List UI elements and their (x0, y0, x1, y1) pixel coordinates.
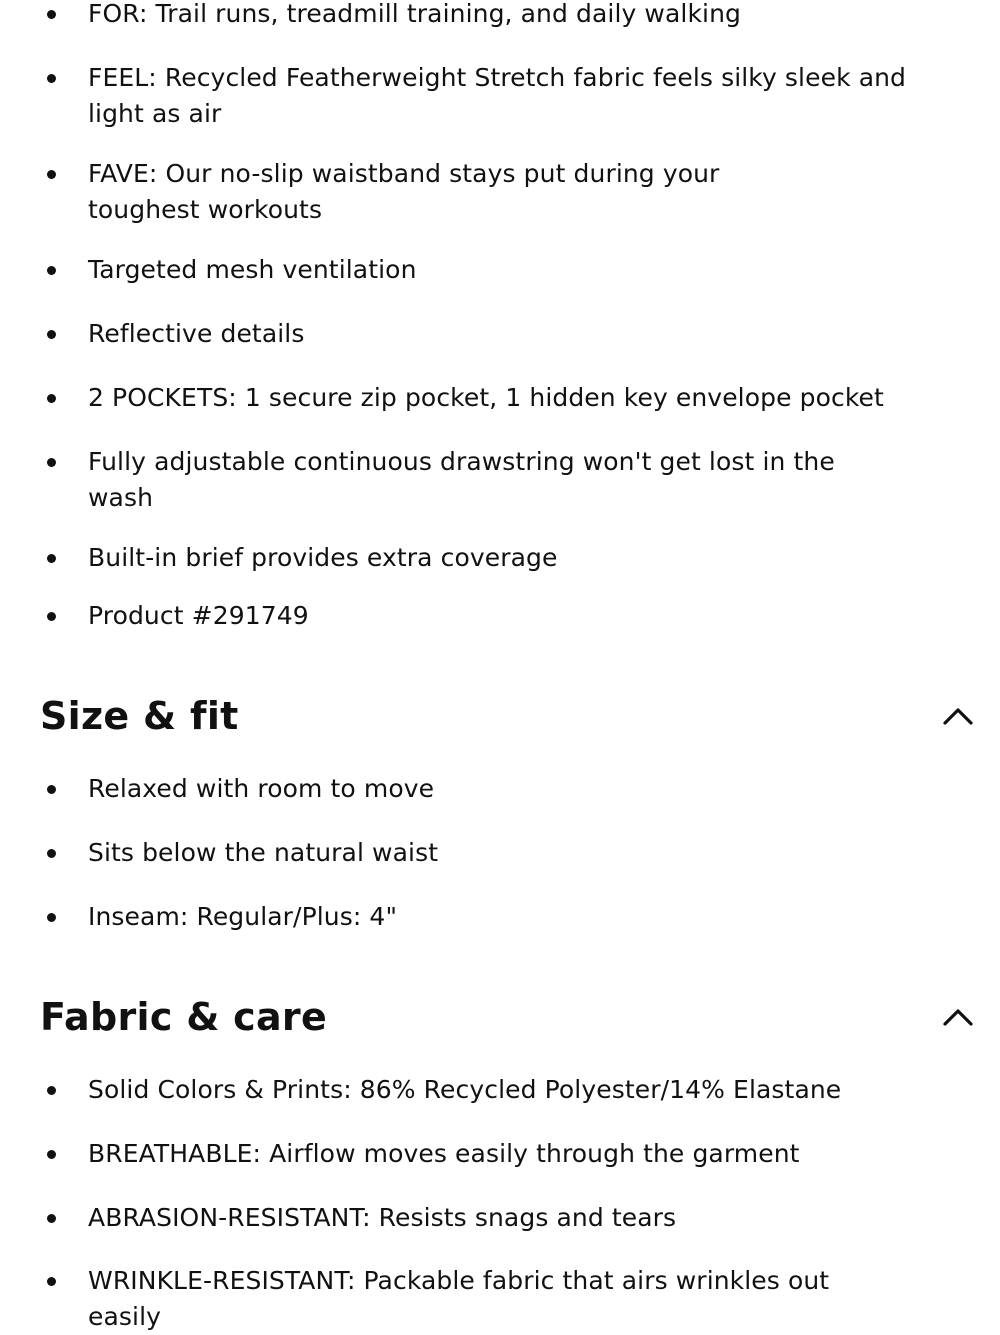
list-item (0, 380, 1000, 416)
list-item (0, 444, 1000, 516)
list-item (0, 252, 1000, 288)
list-item (0, 540, 1000, 576)
list-item-text: WRINKLE-RESISTANT: Packable fabric that airs wrinkles out easily (88, 1266, 830, 1331)
bullet-icon (47, 394, 56, 403)
list-item (0, 598, 1000, 634)
bullet-icon (47, 849, 56, 858)
list-item-text: FOR: Trail runs, treadmill training, and daily walking (88, 0, 741, 28)
list-item-text: FEEL: Recycled Featherweight Stretch fabric feels silky sleek and light as air (88, 63, 907, 128)
list-item-text: ABRASION-RESISTANT: Resists snags and tears (88, 1203, 677, 1232)
list-item-text: Fully adjustable continuous drawstring won't get lost in the wash (88, 447, 835, 512)
size-fit-title: Size & fit (40, 694, 239, 738)
list-item-text: Sits below the natural waist (88, 838, 439, 867)
fabric-care-header[interactable] (40, 993, 974, 1041)
list-item-text: BREATHABLE: Airflow moves easily through the garment (88, 1139, 800, 1168)
list-item-text: Solid Colors & Prints: 86% Recycled Polyester/14% Elastane (88, 1075, 842, 1104)
list-item (0, 835, 1000, 871)
bullet-icon (47, 266, 56, 275)
bullet-icon (47, 913, 56, 922)
list-item-text: Relaxed with room to move (88, 774, 435, 803)
size-fit-header[interactable] (40, 692, 974, 740)
list-item (0, 0, 1000, 32)
list-item (0, 60, 1000, 132)
list-item-text: Built-in brief provides extra coverage (88, 543, 558, 572)
bullet-icon (47, 10, 56, 19)
chevron-up-icon[interactable] (942, 700, 974, 732)
bullet-icon (47, 74, 56, 83)
list-item (0, 1263, 1000, 1335)
chevron-up-icon[interactable] (942, 1001, 974, 1033)
list-item (0, 771, 1000, 807)
bullet-icon (47, 1086, 56, 1095)
fabric-care-title: Fabric & care (40, 995, 328, 1039)
list-item (0, 1136, 1000, 1172)
list-item (0, 156, 1000, 228)
bullet-icon (47, 1214, 56, 1223)
list-item-text: Reflective details (88, 319, 305, 348)
list-item (0, 1072, 1000, 1108)
bullet-icon (47, 1277, 56, 1286)
list-item-text: Targeted mesh ventilation (88, 255, 417, 284)
list-item-text: Inseam: Regular/Plus: 4" (88, 902, 398, 931)
bullet-icon (47, 612, 56, 621)
list-item-text: 2 POCKETS: 1 secure zip pocket, 1 hidden key envelope pocket (88, 383, 884, 412)
list-item (0, 899, 1000, 935)
bullet-icon (47, 554, 56, 563)
bullet-icon (47, 1150, 56, 1159)
list-item (0, 1200, 1000, 1236)
list-item-text: FAVE: Our no-slip waistband stays put during your toughest workouts (88, 159, 720, 224)
bullet-icon (47, 458, 56, 467)
list-item (0, 316, 1000, 352)
bullet-icon (47, 170, 56, 179)
bullet-icon (47, 330, 56, 339)
bullet-icon (47, 785, 56, 794)
list-item-text: Product #291749 (88, 601, 309, 630)
